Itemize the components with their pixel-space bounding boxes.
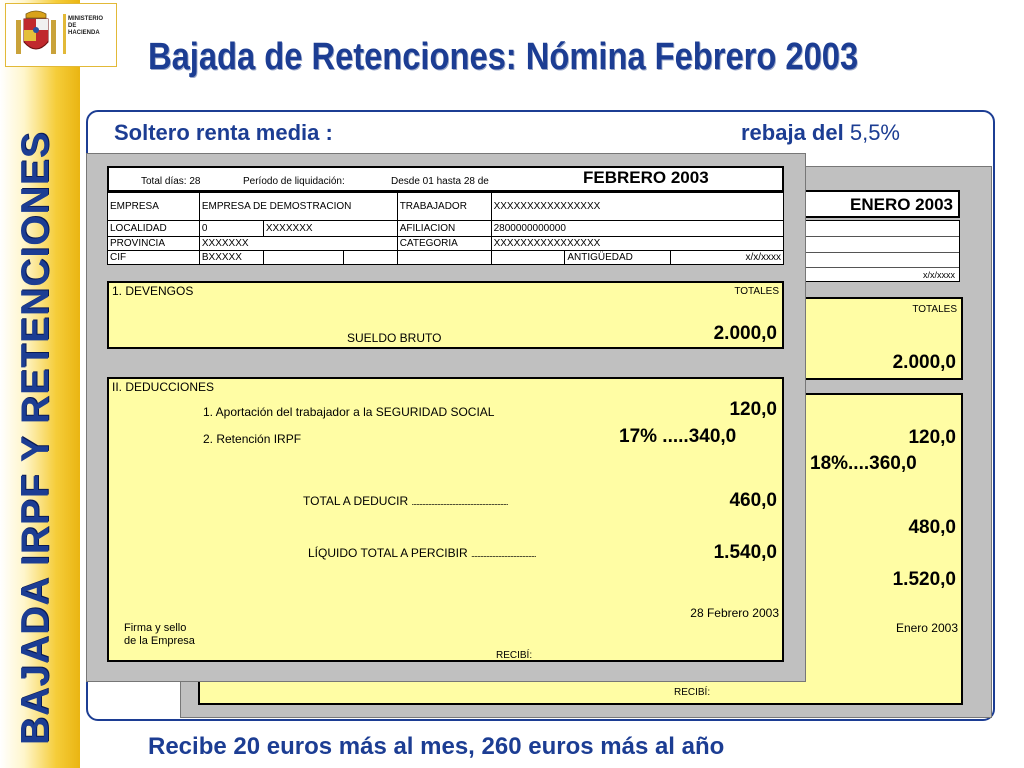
febrero-fecha: 28 Febrero 2003	[690, 606, 779, 620]
trabajador-value: XXXXXXXXXXXXXXXX	[491, 193, 783, 221]
enero-totales-label: TOTALES	[912, 304, 957, 315]
liquido-label	[308, 546, 535, 560]
enero-antiguedad-value: x/x/xxxx	[922, 270, 955, 280]
total-deducir-text: TOTAL A DEDUCIR	[303, 494, 409, 508]
enero-month: ENERO 2003	[850, 195, 953, 214]
localidad-value: XXXXXXX	[263, 221, 397, 237]
irpf-value: 17% .....340,0	[619, 426, 737, 447]
total-deducir-dots: ................................................................	[411, 497, 508, 507]
sueldo-bruto-label: SUELDO BRUTO	[347, 331, 442, 345]
reduction-label	[741, 120, 900, 146]
coat-of-arms-icon	[14, 10, 58, 60]
irpf-label: 2. Retención IRPF	[203, 432, 302, 446]
empresa-label: EMPRESA	[108, 193, 200, 221]
devengos-totales: TOTALES	[734, 286, 779, 297]
liquido-dots: ...........................................	[470, 549, 536, 559]
seg-social-value: 120,0	[729, 399, 777, 420]
total-deducir-value: 460,0	[729, 490, 777, 511]
empty-cell	[491, 251, 565, 265]
provincia-label: PROVINCIA	[108, 237, 200, 251]
empty-cell	[263, 251, 343, 265]
categoria-label: CATEGORIA	[397, 237, 491, 251]
cif-label: CIF	[108, 251, 200, 265]
cif-value: BXXXXX	[199, 251, 263, 265]
enero-sueldo-value: 2.000,0	[892, 352, 956, 373]
empresa-value: EMPRESA DE DEMOSTRACION	[199, 193, 397, 221]
enero-total-deducir-value: 480,0	[908, 517, 956, 538]
febrero-recibi: RECIBÍ:	[496, 650, 533, 661]
periodo-label: Período de liquidación:	[243, 176, 345, 187]
total-dias: Total días: 28	[141, 176, 201, 187]
total-deducir-label	[303, 494, 508, 508]
periodo-range: Desde 01 hasta 28 de	[391, 176, 489, 187]
profile-label: Soltero renta media :	[114, 120, 333, 145]
antiguedad-label: ANTIGÜEDAD	[565, 251, 671, 265]
enero-irpf-detail: 18%....360,0	[810, 453, 917, 474]
firma-empresa-label: de la Empresa	[124, 635, 195, 647]
afiliacion-label: AFILIACION	[397, 221, 491, 237]
enero-liquido-value: 1.520,0	[892, 569, 956, 590]
febrero-employee-table	[107, 192, 784, 265]
enero-recibi: RECIBÍ:	[674, 687, 711, 698]
empty-cell	[397, 251, 491, 265]
liquido-value: 1.540,0	[713, 542, 777, 563]
localidad-code: 0	[199, 221, 263, 237]
enero-fecha: Enero 2003	[895, 621, 958, 635]
deducciones-heading: II. DEDUCCIONES	[112, 380, 215, 394]
empty-cell	[343, 251, 397, 265]
liquido-text: LÍQUIDO TOTAL A PERCIBIR	[308, 546, 468, 560]
enero-irpf-value: 120,0	[908, 427, 956, 448]
reduction-percent: 5,5%	[849, 120, 900, 145]
febrero-devengos-box	[107, 281, 784, 349]
antiguedad-value: x/x/xxxx	[671, 251, 784, 265]
trabajador-label: TRABAJADOR	[397, 193, 491, 221]
categoria-value: XXXXXXXXXXXXXXXX	[491, 237, 783, 251]
devengos-heading: 1. DEVENGOS	[112, 284, 194, 298]
ministry-logo	[5, 3, 117, 67]
footer-note: Recibe 20 euros más al mes, 260 euros más al año	[148, 733, 725, 760]
firma-label: Firma y sello	[124, 622, 187, 634]
localidad-label: LOCALIDAD	[108, 221, 200, 237]
febrero-header	[107, 166, 784, 192]
febrero-deducciones-box	[107, 377, 784, 662]
sueldo-bruto-value: 2.000,0	[713, 323, 777, 344]
page-title: Bajada de Retenciones: Nómina Febrero 2003	[148, 36, 859, 78]
provincia-value: XXXXXXX	[199, 237, 397, 251]
seg-social-label: 1. Aportación del trabajador a la SEGURIDAD SOCIAL	[203, 405, 495, 419]
vertical-title: BAJADA IRPF Y RETENCIONES	[14, 131, 57, 745]
ministry-name: MINISTERIO DE HACIENDA	[68, 16, 104, 36]
febrero-month: FEBRERO 2003	[583, 168, 709, 187]
reduction-text: rebaja del	[741, 120, 850, 145]
logo-divider	[63, 14, 66, 54]
afiliacion-value: 2800000000000	[491, 221, 783, 237]
